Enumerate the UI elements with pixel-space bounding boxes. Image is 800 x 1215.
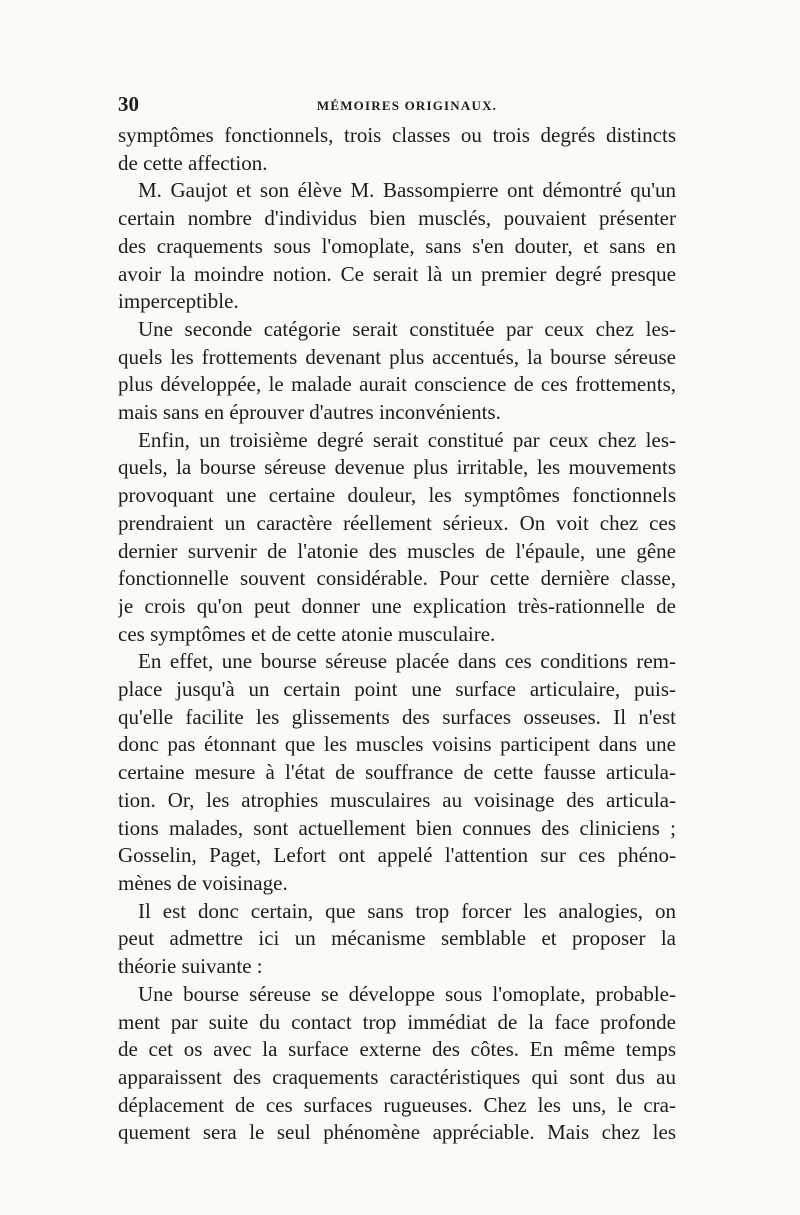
text-line: mais sans en éprouver d'autres inconvénients. [118, 400, 501, 425]
text-line: fonctionnelle souvent considérable. Pour cette dernière classe, [118, 566, 676, 591]
text-line: tion. Or, les atrophies musculaires au voisinage des articula- [118, 787, 676, 812]
text-line: Enfin, un troisième degré serait constitué par ceux chez les- [138, 427, 676, 452]
text-line: certain nombre d'individus bien musclés, pouvaient présenter [118, 206, 676, 231]
text-line: Une seconde catégorie serait constituée par ceux chez les- [138, 316, 676, 341]
text-line: certaine mesure à l'état de souffrance de cette fausse articula- [118, 760, 676, 785]
text-line: tions malades, sont actuellement bien connues des cliniciens ; [118, 815, 676, 840]
text-line: je crois qu'on peut donner une explication très-rationnelle de [118, 593, 676, 618]
text-line: Il est donc certain, que sans trop forcer les analogies, on [138, 898, 676, 923]
body-text [118, 122, 676, 1147]
text-line: provoquant une certaine douleur, les symptômes fonctionnels [118, 483, 676, 508]
text-line: M. Gaujot et son élève M. Bassompierre ont démontré qu'un [138, 178, 676, 203]
text-line: mènes de voisinage. [118, 870, 288, 895]
text-line: quement sera le seul phénomène appréciable. Mais chez les [118, 1120, 676, 1145]
text-line: de cette affection. [118, 150, 268, 175]
text-line: apparaissent des craquements caractéristiques qui sont dus au [118, 1064, 676, 1089]
text-line: de cet os avec la surface externe des côtes. En même temps [118, 1037, 676, 1062]
page-number: 30 [118, 92, 139, 116]
text-line: avoir la moindre notion. Ce serait là un premier degré presque [118, 261, 676, 286]
text-line: peut admettre ici un mécanisme semblable et proposer la [118, 926, 676, 951]
text-line: place jusqu'à un certain point une surface articulaire, puis- [118, 677, 676, 702]
text-line: Une bourse séreuse se développe sous l'omoplate, probable- [138, 981, 676, 1006]
text-line: symptômes fonctionnels, trois classes ou trois degrés distincts [118, 123, 676, 147]
text-line: ces symptômes et de cette atonie musculaire. [118, 621, 496, 646]
text-line: plus développée, le malade aurait conscience de ces frottements, [118, 372, 676, 397]
text-line: prendraient un caractère réellement sérieux. On voit chez ces [118, 510, 676, 535]
text-line: qu'elle facilite les glissements des surfaces osseuses. Il n'est [118, 704, 676, 729]
text-line: quels les frottements devenant plus accentués, la bourse séreuse [118, 344, 676, 369]
text-line: dernier survenir de l'atonie des muscles de l'épaule, une gêne [118, 538, 676, 563]
text-line: En effet, une bourse séreuse placée dans ces conditions rem- [138, 649, 676, 674]
text-line: théorie suivante : [118, 954, 263, 979]
text-line: des craquements sous l'omoplate, sans s'en douter, et sans en [118, 233, 676, 258]
text-line: donc pas étonnant que les muscles voisins participent dans une [118, 732, 676, 757]
text-line: déplacement de ces surfaces rugueuses. Chez les uns, le cra- [118, 1092, 676, 1117]
book-page [118, 92, 676, 1147]
page-header [118, 92, 676, 122]
text-line: quels, la bourse séreuse devenue plus irritable, les mouvements [118, 455, 676, 480]
text-line: ment par suite du contact trop immédiat de la face profonde [118, 1009, 676, 1034]
text-line: imperceptible. [118, 289, 239, 314]
text-line: Gosselin, Paget, Lefort ont appelé l'attention sur ces phéno- [118, 843, 676, 868]
running-head: MÉMOIRES ORIGINAUX. [316, 98, 498, 113]
